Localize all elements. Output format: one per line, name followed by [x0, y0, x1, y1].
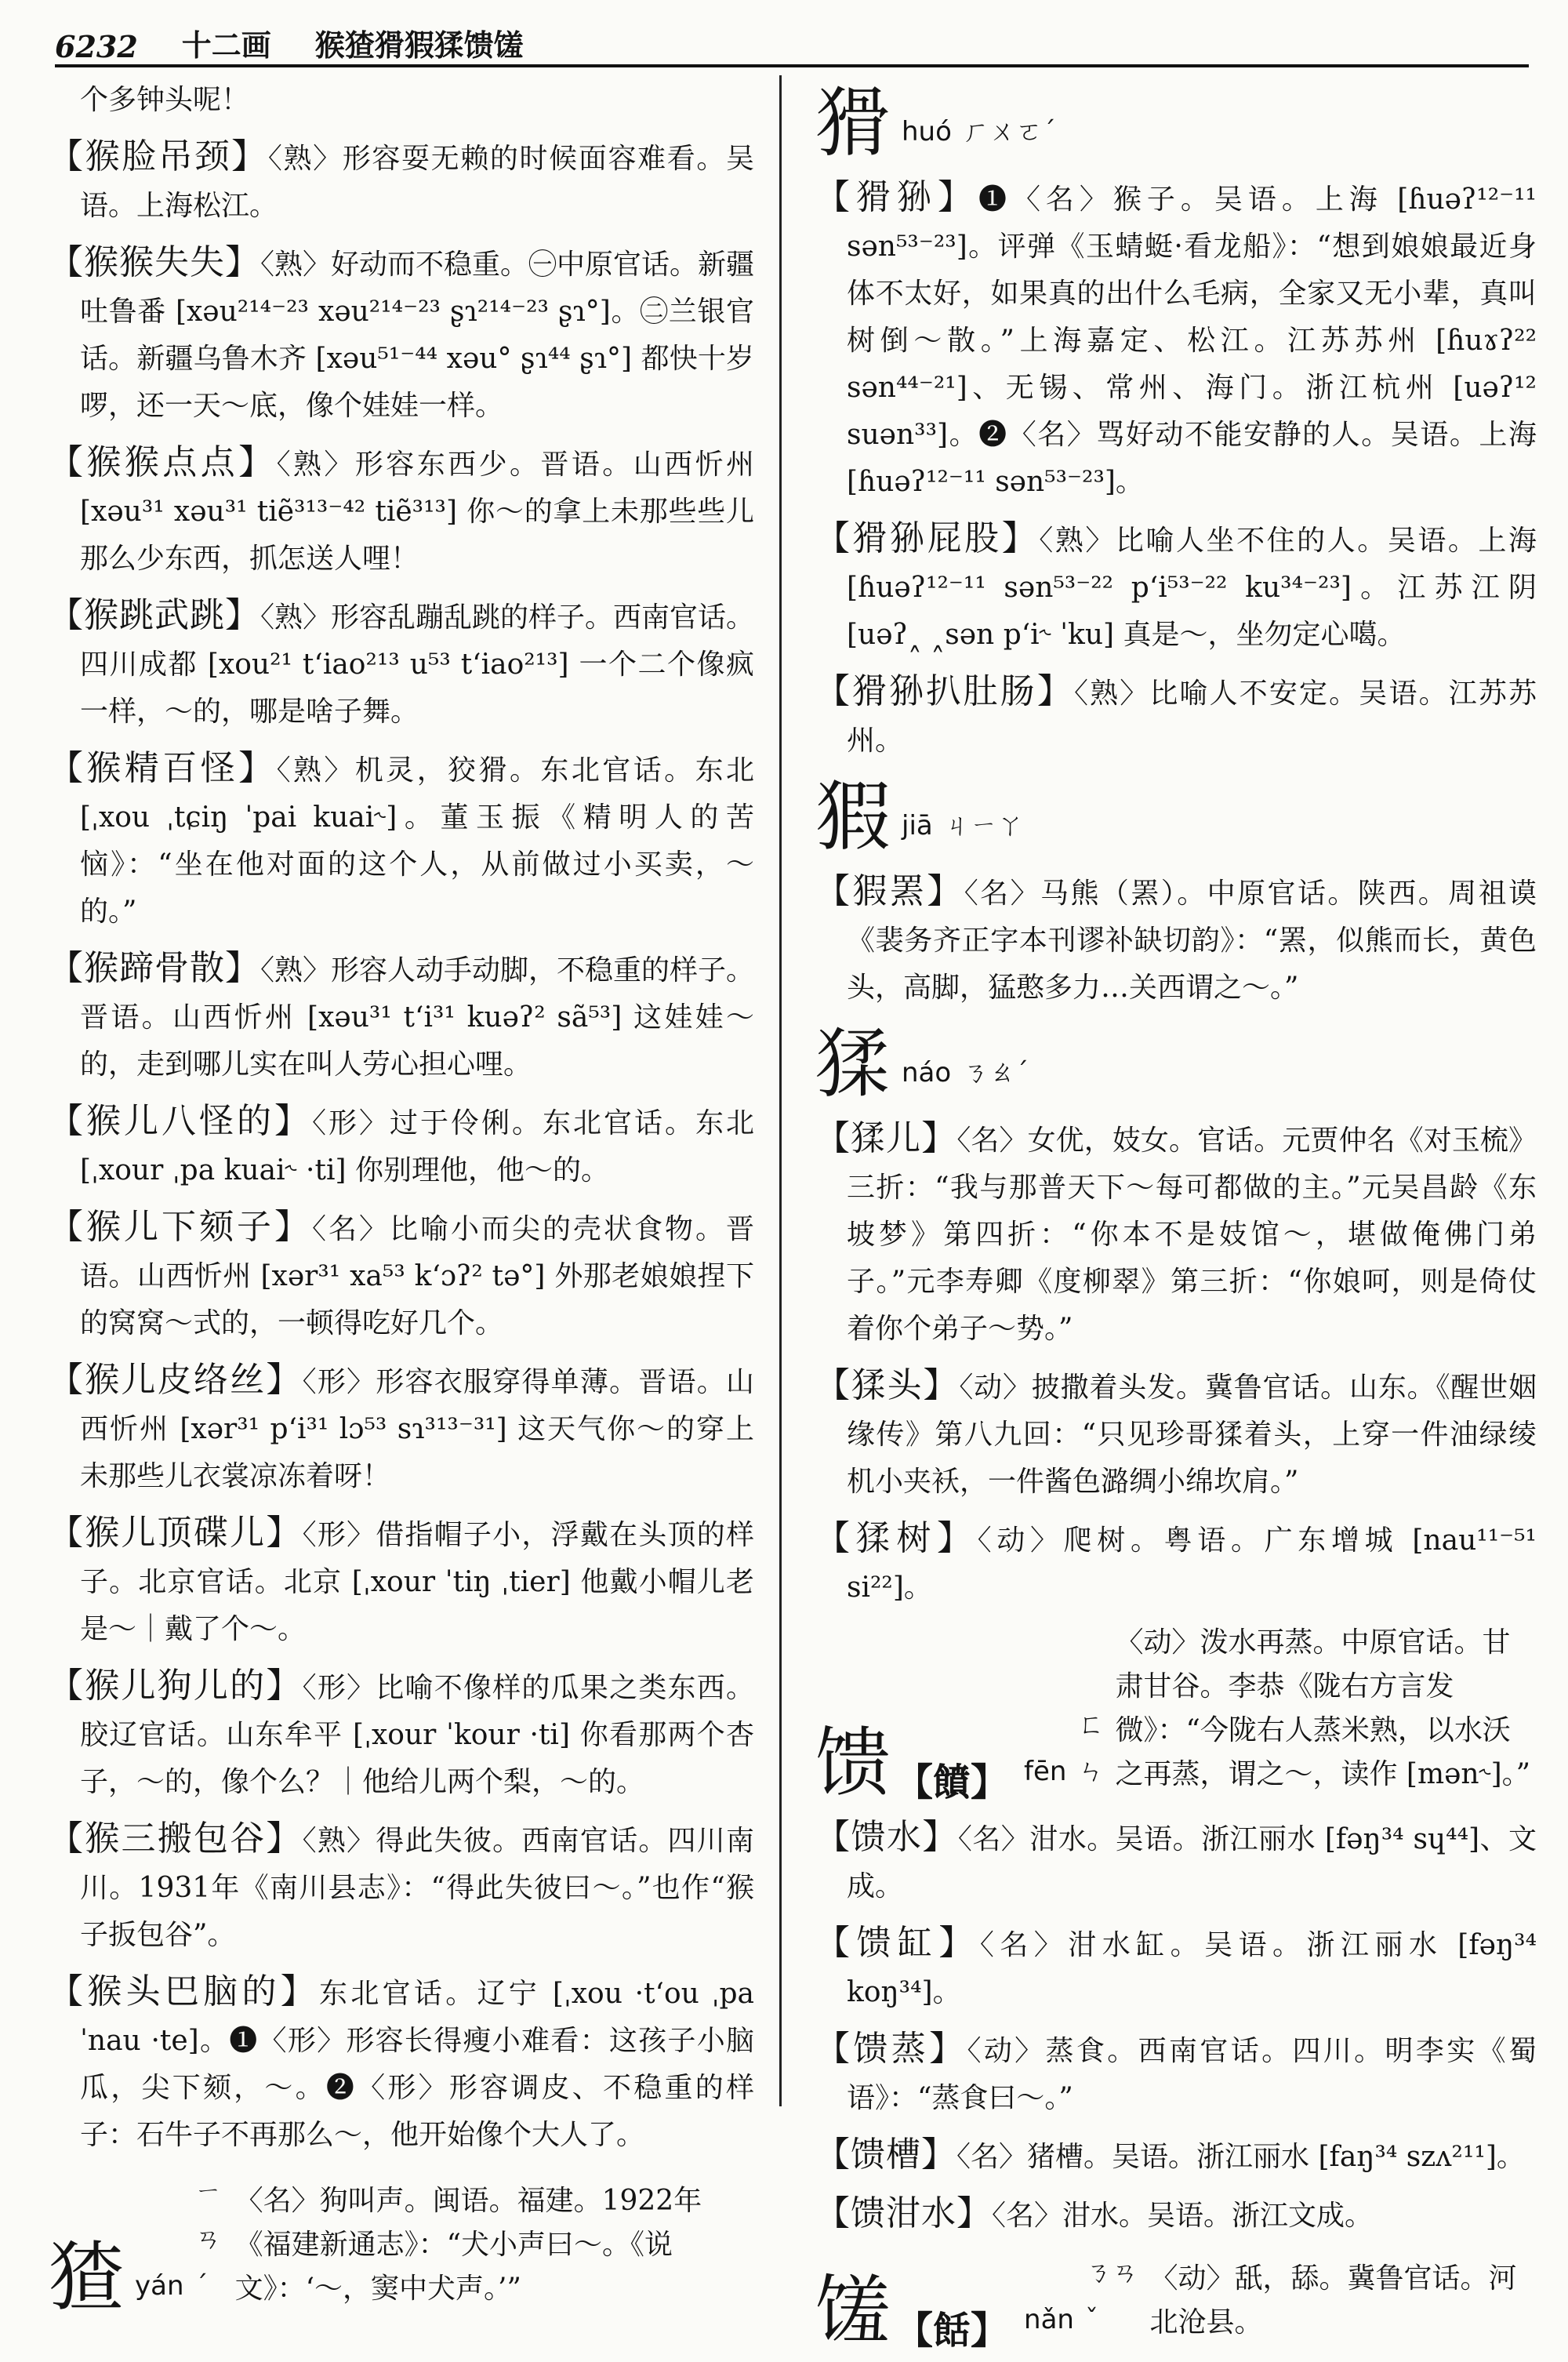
dictionary-entry: [49, 945, 754, 1088]
entry-headword: 【猴猴失失】: [49, 242, 260, 282]
zhuyin: ㄏㄨㄛˊ: [962, 116, 1056, 147]
dictionary-entry: [815, 1362, 1537, 1506]
headword-char: 馐: [815, 2267, 891, 2355]
entry-headword: 【猴儿皮络丝】: [49, 1360, 303, 1400]
entry-headword: 【猴猴点点】: [49, 442, 277, 482]
left-column: [49, 77, 754, 2328]
definition-text: 〈名〉狗叫声。闽语。福建。1922年《福建新通志》：“犬小声曰～。《说文》：‘～，窦中犬声。’”: [234, 2185, 702, 2305]
entry-headword: 【猾狲】: [815, 177, 978, 217]
entry-definition: 〈名〉女优，妓女。官话。元贾仲名《对玉梳》三折：“我与那普天下～每可都做的主。”元吴昌龄《东坡梦》第四折：“你本不是妓馆～，堪做俺佛门弟子。”元李寿卿《度柳翠》第三折：“你娘呵，则是倚仗着你个弟子～势。”: [847, 1125, 1537, 1345]
entry-definition: 〈形〉形容衣服穿得单薄。晋语。山西忻州 [xər³¹ pʻi³¹ lɔ⁵³ sɿ³¹³⁻³¹] 这天气你～的穿上未那些儿衣裳凉冻着呀！: [80, 1366, 754, 1492]
entry-headword: 【猴脸吊颈】: [49, 136, 268, 176]
pinyin: huó: [902, 116, 952, 147]
headword-char: 猳: [815, 773, 891, 861]
entry-headword: 【猱头】: [815, 1365, 960, 1405]
entry-headword: 【猴儿下颏子】: [49, 1207, 312, 1247]
entry-definition: 〈名〉比喻小而尖的壳状食物。晋语。山西忻州 [xər³¹ xa⁵³ kʻɔʔ² tə°] 外那老娘娘捏下的窝窝～式的，一顿得吃好几个。: [80, 1213, 754, 1339]
dictionary-entry: [49, 133, 754, 230]
page-header: [55, 17, 1529, 64]
definition-text: 〈动〉泼水再蒸。中原官话。甘肃甘谷。李恭《陇右方言发微》：“今陇右人蒸米熟，以水沃之再蒸，谓之～，读作 [mən˞]。”: [1115, 1626, 1531, 1790]
dictionary-entry: [49, 439, 754, 583]
headword-block: [815, 1021, 1537, 1107]
headword-char: 猾: [815, 79, 891, 167]
entry-headword: 【猱儿】: [815, 1118, 957, 1158]
entry-headword: 【猴儿八怪的】: [49, 1101, 312, 1141]
definition-text: 〈动〉舐，舔。冀鲁官话。河北沧县。: [1149, 2262, 1517, 2338]
pinyin: yán: [135, 2270, 184, 2302]
entry-definition: 〈熟〉好动而不稳重。㊀中原官话。新疆吐鲁番 [xəu²¹⁴⁻²³ xəu²¹⁴⁻²³ ʂɿ²¹⁴⁻²³ ʂɿ°]。㊁兰银官话。新疆乌鲁木齐 [xəu⁵¹⁻⁴⁴ xəu° ʂɿ⁴⁴ ʂɿ°] 都快十岁啰，还一天～底，像个娃娃一样。: [80, 249, 755, 422]
dictionary-entry: [49, 1098, 754, 1194]
entry-headword: 【馈水】: [815, 1817, 958, 1857]
entry-headword: 【猱树】: [815, 1518, 978, 1558]
zhuyin: ㄋㄠˊ: [962, 1057, 1029, 1088]
headword-char: 猱: [815, 1020, 891, 1108]
entry-headword: 【猾狲扒肚肠】: [815, 671, 1074, 711]
dictionary-entry: [49, 239, 754, 430]
entry-headword: 【猳罴】: [815, 871, 964, 911]
entry-headword: 【猴三搬包谷】: [49, 1819, 303, 1859]
entry-definition: ❶〈名〉猴子。吴语。上海 [ɦuəʔ¹²⁻¹¹ sən⁵³⁻²³]。评弹《玉蜻蜓·看龙船》：“想到娘娘最近身体不太好，如果真的出什么毛病，全家又无小辈，真叫树倒～散。”上海嘉定、松江。江苏苏州 [ɦuɤʔ²² sən⁴⁴⁻²¹]、无锡、常州、海门。浙江杭州 [uəʔ¹² suən³³]。❷〈名〉骂好动不能安静的人。吴语。上海 [ɦuəʔ¹²⁻¹¹ sən⁵³⁻²³]。: [847, 184, 1537, 498]
dictionary-entry: [815, 868, 1537, 1012]
entry-definition: 东北官话。辽宁 [ˌxou ·tʻou ˌpa ˈnau ·te]。❶〈形〉形容长得瘦小难看：这孩子小脑瓜，尖下颏，～。❷〈形〉形容调皮、不稳重的样子：石牛子不再那么～，他开始像个大人了。: [80, 1978, 755, 2151]
dictionary-entry: [815, 174, 1537, 506]
dictionary-entry: [815, 1920, 1537, 2016]
entry-headword: 【猴头巴脑的】: [49, 1971, 320, 2011]
entry-definition: 〈名〉泔水缸。吴语。浙江丽水 [fəŋ³⁴ koŋ³⁴]。: [847, 1929, 1537, 2008]
dictionary-entry: [815, 515, 1537, 659]
dictionary-entry: [815, 1814, 1537, 1910]
entry-definition: 〈名〉马熊（罴）。中原官话。陕西。周祖谟《裴务齐正字本刊谬补缺切韵》：“罴，似熊而长，黄色头，高脚，猛憨多力…关西谓之～。”: [847, 878, 1537, 1004]
entry-headword: 【猴蹄骨散】: [49, 948, 260, 988]
dictionary-entry: [815, 2131, 1537, 2181]
entry-headword: 【馈缸】: [815, 1923, 980, 1963]
dictionary-entry: [49, 1510, 754, 1653]
dictionary-entry: [815, 2026, 1537, 2122]
entry-headword: 【猴儿顶碟儿】: [49, 1513, 303, 1553]
header-rule: [55, 64, 1529, 67]
pinyin: náo: [902, 1057, 952, 1088]
entry-headword: 【馈槽】: [815, 2135, 956, 2175]
zhuyin: ㄐㄧㄚ: [943, 810, 1024, 841]
traditional-form: 【饙】: [895, 1761, 1009, 1804]
entry-definition: 〈动〉披撒着头发。冀鲁官话。山东。《醒世姻缘传》第八九回：“只见珍哥猱着头，上穿一件油绿绫机小夹袄，一件酱色潞绸小绵坎肩。”: [847, 1372, 1537, 1498]
entry-definition: 〈形〉过于伶俐。东北官话。东北 [ˌxour ˌpa kuai˞ ·ti] 你别理他，他～的。: [80, 1107, 754, 1186]
zhuyin: ㄈㄣ: [1077, 1709, 1105, 1787]
column-divider: [779, 75, 782, 2106]
entry-definition: 〈形〉借指帽子小，浮戴在头顶的样子。北京官话。北京 [ˌxour ˈtiŋ ˌtier] 他戴小帽儿老是～｜戴了个～。: [80, 1519, 754, 1645]
dictionary-entry: [815, 1115, 1537, 1353]
entry-headword: 【馈蒸】: [815, 2029, 967, 2069]
pinyin: nǎn: [1024, 2304, 1074, 2335]
entry-definition: 〈名〉泔水。吴语。浙江丽水 [fəŋ³⁴ sɥ⁴⁴]、文成。: [847, 1823, 1537, 1902]
right-column: [815, 77, 1537, 2362]
entry-headword: 【猴精百怪】: [49, 748, 277, 788]
entry-definition: 〈熟〉机灵，狡猾。东北官话。东北 [ˌxou ˌtɕiŋ ˈpai kuai˞]。董玉振《精明人的苦恼》：“坐在他对面的这个人，从前做过小买卖，～的。”: [80, 754, 754, 928]
headword-block: [815, 2249, 1537, 2354]
dictionary-entry: [49, 1662, 754, 1806]
entry-definition: 〈动〉爬树。粤语。广东增城 [nau¹¹⁻⁵¹ si²²]。: [847, 1524, 1537, 1604]
entry-definition: 〈熟〉形容乱蹦乱跳的样子。西南官话。四川成都 [xou²¹ tʻiao²¹³ u⁵³ tʻiao²¹³] 一个二个像疯一样，～的，哪是啥子舞。: [80, 601, 755, 728]
headword-char: 猹: [49, 2233, 124, 2321]
dictionary-entry: [815, 2190, 1537, 2240]
headword-char: 馈: [815, 1719, 891, 1807]
dictionary-entry: [49, 1204, 754, 1347]
entry-definition: 〈名〉猪槽。吴语。浙江丽水 [faŋ³⁴ szʌ²¹¹]。: [956, 2141, 1525, 2173]
entry-definition: 〈熟〉得此失彼。西南官话。四川南川。1931年《南川县志》：“得此失彼曰～。”也作“猴子扳包谷”。: [80, 1825, 754, 1951]
headword-block: [815, 774, 1537, 860]
entry-definition: 〈形〉比喻不像样的瓜果之类东西。胶辽官话。山东牟平 [ˌxour ˈkour ·ti] 你看那两个杏子，～的，像个么？｜他给儿两个梨，～的。: [80, 1672, 754, 1798]
headword-block: [815, 1621, 1537, 1806]
dictionary-entry: [49, 1357, 754, 1500]
headword-block: [49, 2168, 754, 2320]
page-number: 6232: [55, 29, 138, 64]
continued-text: 个多钟头呢！: [80, 84, 250, 116]
entry-headword: 【猴儿狗儿的】: [49, 1666, 303, 1706]
entry-definition: 〈动〉蒸食。西南官话。四川。明李实《蜀语》：“蒸食曰～。”: [847, 2035, 1537, 2114]
dictionary-entry: [49, 1968, 754, 2159]
dictionary-entry: [815, 668, 1537, 765]
entry-definition: 〈熟〉形容耍无赖的时候面容难看。吴语。上海松江。: [80, 143, 754, 222]
zhuyin: ㄧㄢˊ: [194, 2176, 222, 2302]
stroke-count: 十二画: [181, 27, 271, 63]
pinyin: jiā: [902, 810, 933, 841]
dictionary-entry: [49, 745, 754, 936]
header-chars: 猴猹猾猳猱馈馐: [314, 27, 524, 63]
entry-headword: 【馈泔水】: [815, 2193, 992, 2233]
entry-headword: 【猾狲屁股】: [815, 518, 1040, 558]
entry-definition: 〈熟〉形容东西少。晋语。山西忻州 [xəu³¹ xəu³¹ tiẽ³¹³⁻⁴² tiẽ³¹³] 你～的拿上未那些些儿那么少东西，抓怎送人哩！: [80, 449, 754, 575]
dictionary-entry: [49, 1815, 754, 1959]
entry-definition: 〈熟〉形容人动手动脚，不稳重的样子。晋语。山西忻州 [xəu³¹ tʻi³¹ kuəʔ² sã⁵³] 这娃娃～的，走到哪儿实在叫人劳心担心哩。: [80, 954, 755, 1081]
entry-headword: 【猴跳武跳】: [49, 595, 260, 635]
headword-block: [815, 80, 1537, 166]
entry-definition: 〈熟〉比喻人坐不住的人。吴语。上海 [ɦuəʔ¹²⁻¹¹ sən⁵³⁻²² pʻi⁵³⁻²² ku³⁴⁻²³]。江苏江阴 [uəʔ˰ ˰sən pʻi˞ ˈku] 真是～，坐勿定心噶。: [847, 525, 1537, 651]
entry-definition: 〈名〉泔水。吴语。浙江文成。: [992, 2200, 1374, 2232]
zhuyin: ㄋㄢˇ: [1084, 2257, 1138, 2335]
entry-definition: 〈熟〉比喻人不安定。吴语。江苏苏州。: [847, 678, 1537, 757]
pinyin: fēn: [1024, 1756, 1067, 1787]
traditional-form: 【餂】: [895, 2309, 1009, 2353]
dictionary-entry: [815, 1515, 1537, 1612]
dictionary-entry: [49, 592, 754, 736]
